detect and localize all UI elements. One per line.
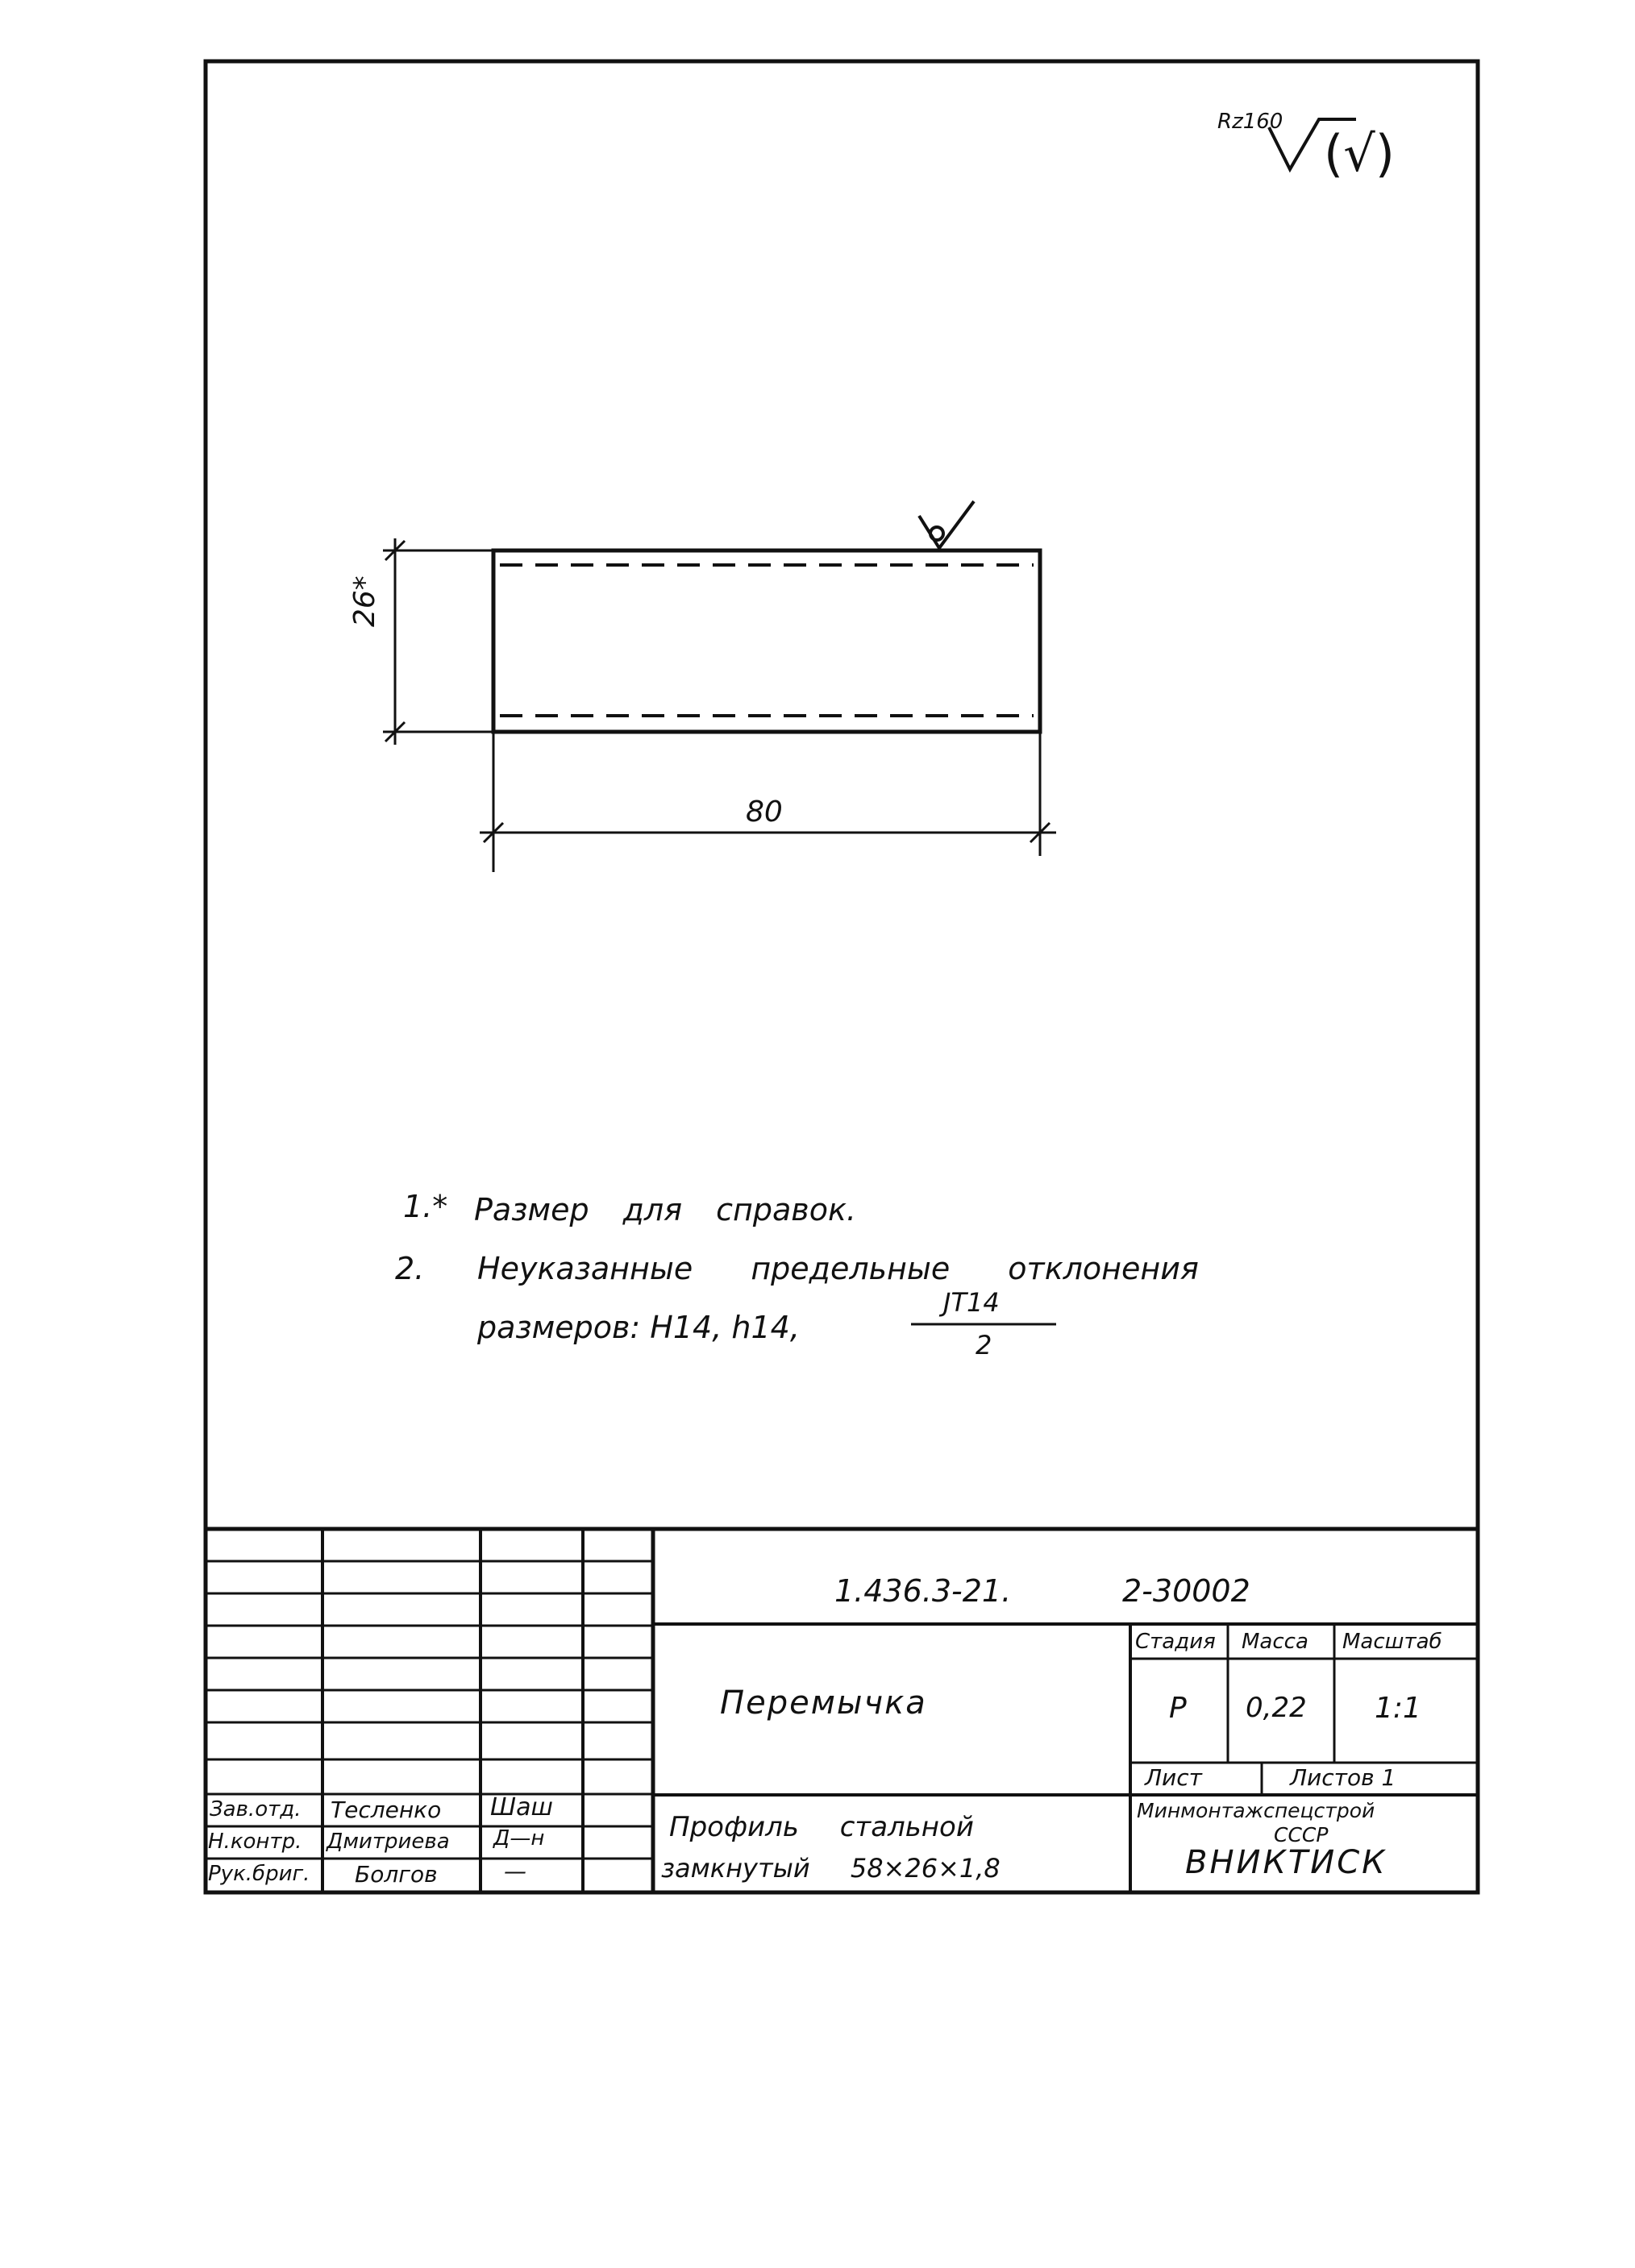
fraction-bottom: 2	[976, 1330, 992, 1360]
signature-mark: Д—н	[493, 1826, 545, 1851]
part-name: Перемычка	[720, 1684, 927, 1722]
note-3-text: размеров: H14, h14,	[477, 1310, 800, 1345]
header-stage: Стадия	[1135, 1630, 1216, 1654]
value-stage: Р	[1169, 1692, 1187, 1725]
note-2-number: 2.	[395, 1251, 425, 1286]
sheet-label: Лист	[1145, 1764, 1202, 1791]
signature-mark: Шаш	[490, 1793, 553, 1821]
org-line-2: СССР	[1274, 1823, 1329, 1846]
signature-mark: —	[504, 1858, 526, 1884]
signature-role: Рук.бриг.	[208, 1862, 310, 1886]
value-scale: 1:1	[1375, 1692, 1421, 1725]
note-1-number: 1.*	[403, 1189, 448, 1224]
height-dimension-label: 26*	[348, 575, 381, 627]
signature-name: Дмитриева	[327, 1830, 450, 1854]
header-mass: Масса	[1242, 1630, 1308, 1654]
fraction-top: JT14	[943, 1287, 1000, 1318]
sheets-label: Листов 1	[1290, 1764, 1396, 1791]
doc-number: 2-30002	[1122, 1573, 1250, 1609]
note-2-text: Неуказанные предельные отклонения	[477, 1251, 1199, 1286]
length-dimension-label: 80	[746, 795, 783, 829]
signature-role: Н.контр.	[208, 1830, 302, 1854]
org-name: ВНИКТИСК	[1185, 1844, 1387, 1881]
signature-name: Тесленко	[331, 1797, 442, 1823]
org-line-1: Минмонтажспецстрой	[1137, 1799, 1375, 1822]
note-1-text: Размер для справок.	[474, 1192, 856, 1227]
material-line-2: замкнутый 58×26×1,8	[661, 1853, 1001, 1884]
signature-role: Зав.отд.	[210, 1797, 302, 1821]
roughness-rz-label: Rz160	[1217, 110, 1283, 134]
sheet-frame	[206, 61, 1478, 1892]
doc-code: 1.436.3-21.	[834, 1573, 1012, 1609]
signature-name: Болгов	[355, 1861, 438, 1888]
header-scale: Масштаб	[1342, 1630, 1442, 1654]
part-outline	[493, 550, 1040, 732]
height-dimension	[383, 538, 493, 745]
roughness-rest-label: (√)	[1324, 124, 1395, 183]
surface-mark	[919, 501, 974, 548]
value-mass: 0,22	[1246, 1692, 1307, 1724]
material-line-1: Профиль стальной	[669, 1811, 974, 1843]
